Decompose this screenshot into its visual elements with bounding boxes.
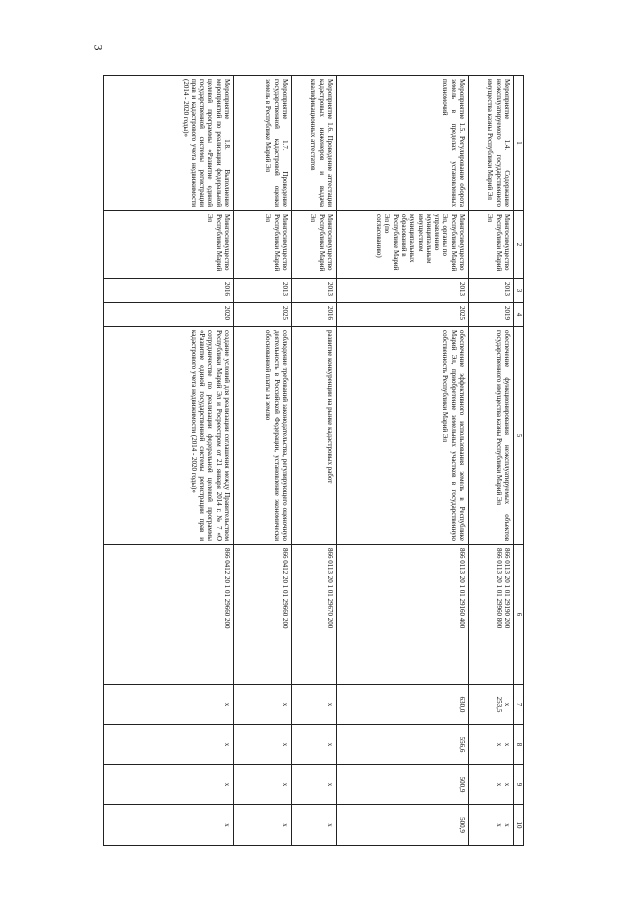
cell-col-4: 2016	[292, 303, 337, 327]
cell-value: x	[326, 782, 334, 787]
cell-col-4: 2019	[469, 303, 514, 327]
cell-col-5: обеспечение эффективного использования земель в Республике Марий Эл, приобретение земельных участков в государственную собственность Республики Марий Эл	[337, 327, 469, 545]
cell-col-8	[337, 725, 469, 765]
cell-col-10	[104, 805, 234, 846]
cell-col-7	[292, 685, 337, 725]
cell-col-1: Мероприятие 1.5. Регулирование оборота земель в пределах установленных полномочий	[337, 76, 469, 211]
cell-value: x	[281, 702, 289, 707]
cell-value: 556,6	[458, 736, 466, 753]
cell-value: x	[281, 823, 289, 827]
cell-col-3: 2013	[337, 279, 469, 303]
cell-col-2: Мингосимущество Республики Марий Эл	[104, 211, 234, 279]
cell-value: x	[281, 782, 289, 787]
table-row	[469, 76, 514, 846]
table-row	[337, 76, 469, 846]
cell-col-8	[104, 725, 234, 765]
cell-value: 866 0412 20 1 01 29660 200	[281, 548, 289, 629]
program-table	[103, 75, 524, 846]
cell-col-9	[292, 765, 337, 805]
cell-col-2: Мингосимущество Республики Марий Эл	[292, 211, 337, 279]
cell-col-7	[104, 685, 234, 725]
cell-value: 866 0113 20 1 01 29670 200	[326, 548, 334, 629]
cell-col-10	[469, 805, 514, 846]
cell-value: 630,0	[458, 696, 466, 713]
cell-col-6	[104, 545, 234, 685]
col-header: 8	[514, 725, 524, 765]
cell-value: 866 0412 20 1 01 29660 200	[223, 548, 231, 629]
table-row	[104, 76, 234, 846]
col-header: 2	[514, 211, 524, 279]
cell-col-10	[292, 805, 337, 846]
cell-col-1: Мероприятие 1.4. Содержание неэксплуатируемого государственного имущества казны Республики Марий Эл	[469, 76, 514, 211]
cell-col-1: Мероприятие 1.7. Проведение государственной кадастровой оценки земель в Республике Марий Эл	[234, 76, 292, 211]
cell-col-6	[469, 545, 514, 685]
cell-value: x	[326, 702, 334, 707]
col-header: 7	[514, 685, 524, 725]
cell-value: 253,5	[494, 696, 503, 713]
cell-value: x	[494, 823, 503, 827]
cell-col-3: 2016	[104, 279, 234, 303]
cell-col-3: 2013	[292, 279, 337, 303]
cell-value: x	[223, 742, 231, 747]
cell-col-5: обеспечение функционирования неэксплуатируемых объектов государственного имущества казны Республики Марий Эл	[469, 327, 514, 545]
cell-value: x	[494, 782, 503, 787]
col-header: 9	[514, 765, 524, 805]
cell-col-9	[104, 765, 234, 805]
cell-col-8	[469, 725, 514, 765]
cell-col-2: Мингосимущество Республики Марий Эл, органы по управлению муниципальным имуществом муниципальных образований в Республике Марий Эл (по согласованию)	[337, 211, 469, 279]
cell-col-8	[234, 725, 292, 765]
cell-value: x	[223, 702, 231, 707]
cell-value: x	[503, 702, 511, 707]
cell-value: 866 0113 20 1 01 29160 400	[458, 548, 466, 629]
cell-col-10	[337, 805, 469, 846]
cell-value: 866 0113 20 1 01 29190 200	[503, 548, 511, 629]
cell-value: 866 0113 20 1 01 29960 800	[494, 548, 503, 629]
cell-value: 500,9	[458, 776, 466, 793]
cell-col-1: Мероприятие 1.8. Выполнение мероприятий по реализации федеральной целевой программы «Развитие единой государственной системы регистрации прав и кадастрового учета недвижимости (2014 - 2020 годы)»	[104, 76, 234, 211]
cell-value: x	[503, 742, 511, 747]
cell-col-5: создание условий для реализации соглашения между Правительством Республики Марий Эл и Росреестром от 21 января 2014 г. № 7 «О сотрудничестве по реализации федеральной целевой программы «Развитие единой государственной системы регистрации прав и кадастрового учета недвижимости (2014 - 2020 годы)»	[104, 327, 234, 545]
col-header: 3	[514, 279, 524, 303]
cell-value: x	[326, 823, 334, 827]
col-header: 6	[514, 545, 524, 685]
cell-col-5: развитие конкуренции на рынке кадастровых работ	[292, 327, 337, 545]
col-header: 1	[514, 76, 524, 211]
cell-col-7	[469, 685, 514, 725]
cell-col-10	[234, 805, 292, 846]
cell-col-5: соблюдение требований законодательства, регулирующего оценочную деятельность в Российской Федерации, установление экономически обоснованной платы за землю	[234, 327, 292, 545]
header-row	[514, 76, 524, 846]
col-header: 4	[514, 303, 524, 327]
cell-value: 500,9	[458, 817, 466, 833]
cell-value: x	[494, 742, 503, 747]
cell-col-7	[337, 685, 469, 725]
cell-value: x	[503, 782, 511, 787]
cell-value: x	[223, 782, 231, 787]
cell-value: x	[326, 742, 334, 747]
cell-value: x	[281, 742, 289, 747]
col-header: 10	[514, 805, 524, 846]
cell-value: x	[503, 823, 511, 827]
col-header: 5	[514, 327, 524, 545]
cell-value: x	[223, 823, 231, 827]
cell-col-2: Мингосимущество Республики Марий Эл	[469, 211, 514, 279]
cell-col-9	[234, 765, 292, 805]
cell-col-7	[234, 685, 292, 725]
cell-col-6	[292, 545, 337, 685]
cell-col-4: 2020	[104, 303, 234, 327]
page-number: 3	[91, 44, 106, 51]
cell-col-3: 2013	[234, 279, 292, 303]
cell-col-2: Мингосимущество Республики Марий Эл	[234, 211, 292, 279]
table-row	[234, 76, 292, 846]
cell-col-3: 2013	[469, 279, 514, 303]
cell-col-4: 2025	[234, 303, 292, 327]
cell-col-9	[469, 765, 514, 805]
cell-col-4: 2025	[337, 303, 469, 327]
cell-col-1: Мероприятие 1.6. Проведение аттестации кадастровых инженеров и выдача квалификационных аттестатов	[292, 76, 337, 211]
cell-col-9	[337, 765, 469, 805]
cell-col-6	[337, 545, 469, 685]
cell-col-6	[234, 545, 292, 685]
cell-col-8	[292, 725, 337, 765]
table-row	[292, 76, 337, 846]
